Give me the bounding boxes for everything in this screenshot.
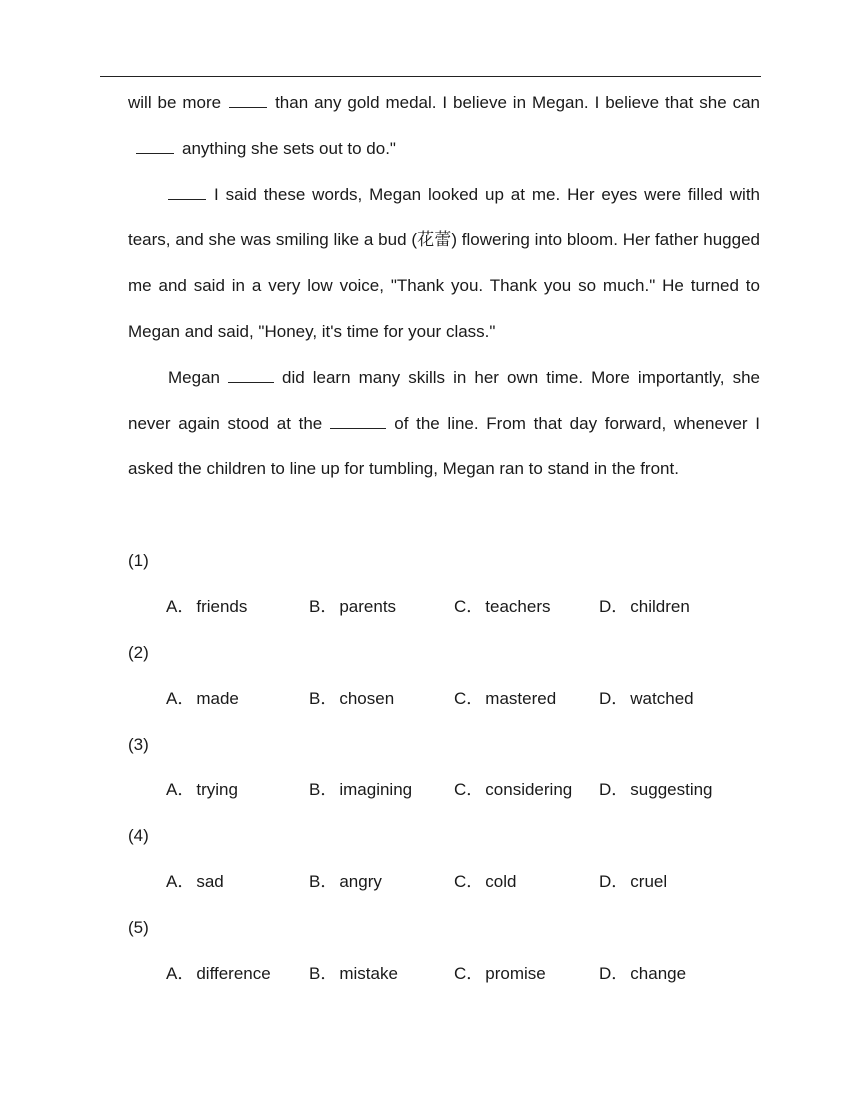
option-letter: B．: [309, 872, 338, 892]
option-letter: C．: [454, 596, 484, 616]
option-letter: C．: [454, 688, 484, 708]
question-number: (4): [128, 826, 149, 846]
option-letter: A．: [166, 872, 195, 892]
option-text: suggesting: [630, 780, 713, 800]
option-b[interactable]: [309, 584, 396, 630]
option-letter: B．: [309, 964, 338, 984]
passage-text: anything she sets out to do.": [182, 138, 396, 158]
option-text: mistake: [339, 964, 398, 984]
option-letter: B．: [309, 596, 338, 616]
option-c[interactable]: [454, 951, 546, 997]
option-c[interactable]: [454, 767, 572, 813]
option-c[interactable]: [454, 676, 556, 722]
passage-paragraph-1: [128, 80, 760, 172]
option-d[interactable]: [599, 676, 694, 722]
passage-text: I said these words, Megan looked up at me. Her eyes were filled with tears, and she was smiling like a bud (花蕾) flowering into bloom. Her father hugged me and said in a very low voice, "Thank you. Thank you so much." He turned to Megan and said, "Honey, it's time for your class.": [128, 184, 760, 341]
option-text: teachers: [485, 596, 551, 616]
option-b[interactable]: [309, 951, 398, 997]
option-text: sad: [196, 872, 224, 892]
option-text: angry: [339, 872, 382, 892]
option-letter: A．: [166, 688, 195, 708]
option-row: [128, 584, 760, 630]
option-text: trying: [196, 780, 238, 800]
option-b[interactable]: [309, 859, 382, 905]
option-text: considering: [485, 780, 573, 800]
option-b[interactable]: [309, 676, 394, 722]
option-text: difference: [196, 964, 271, 984]
option-text: mastered: [485, 688, 557, 708]
answer-blank: [168, 185, 206, 200]
answer-blank: [136, 139, 174, 154]
option-a[interactable]: [166, 584, 247, 630]
passage-paragraph-3: [128, 355, 760, 492]
option-letter: C．: [454, 780, 484, 800]
option-letter: C．: [454, 872, 484, 892]
question-list: [128, 538, 760, 997]
passage-text: did learn many skills in her own time. More importantly, she never again stood at the: [128, 367, 760, 433]
question-number: (1): [128, 551, 149, 570]
passage-text: Megan: [168, 367, 220, 387]
answer-blank: [330, 414, 386, 429]
option-letter: B．: [309, 688, 338, 708]
option-a[interactable]: [166, 951, 271, 997]
option-text: watched: [630, 688, 694, 708]
option-text: imagining: [339, 780, 413, 800]
option-letter: D．: [599, 688, 629, 708]
option-row: [128, 767, 760, 813]
option-c[interactable]: [454, 584, 550, 630]
option-text: change: [630, 964, 687, 984]
passage: [128, 80, 760, 492]
option-d[interactable]: [599, 951, 686, 997]
option-b[interactable]: [309, 767, 412, 813]
option-letter: D．: [599, 780, 629, 800]
option-c[interactable]: [454, 859, 516, 905]
passage-paragraph-2: [128, 172, 760, 355]
option-letter: D．: [599, 596, 629, 616]
answer-blank: [229, 93, 267, 108]
option-text: children: [630, 596, 690, 616]
option-letter: A．: [166, 964, 195, 984]
option-text: cold: [485, 872, 517, 892]
option-letter: A．: [166, 780, 195, 800]
option-text: promise: [485, 964, 546, 984]
option-text: friends: [196, 596, 248, 616]
option-a[interactable]: [166, 676, 239, 722]
header-rule: [100, 76, 761, 77]
option-a[interactable]: [166, 767, 238, 813]
option-letter: B．: [309, 780, 338, 800]
option-row: [128, 676, 760, 722]
question-number: (2): [128, 642, 149, 662]
option-text: chosen: [339, 688, 395, 708]
option-d[interactable]: [599, 859, 667, 905]
option-text: made: [196, 688, 239, 708]
question-number: (3): [128, 734, 149, 754]
passage-text: than any gold medal. I believe in Megan. I believe that she can: [275, 93, 760, 112]
option-text: parents: [339, 596, 397, 616]
answer-blank: [228, 368, 274, 383]
option-row: [128, 859, 760, 905]
option-d[interactable]: [599, 767, 713, 813]
option-letter: A．: [166, 596, 195, 616]
option-row: [128, 951, 760, 997]
option-letter: D．: [599, 872, 629, 892]
option-letter: C．: [454, 964, 484, 984]
option-text: cruel: [630, 872, 668, 892]
question-number: (5): [128, 918, 149, 938]
passage-text: will be more: [128, 93, 222, 112]
option-a[interactable]: [166, 859, 224, 905]
option-d[interactable]: [599, 584, 690, 630]
passage-text: of the line. From that day forward, whenever I asked the children to line up for tumbling, Megan ran to stand in the front.: [128, 413, 760, 479]
option-letter: D．: [599, 964, 629, 984]
